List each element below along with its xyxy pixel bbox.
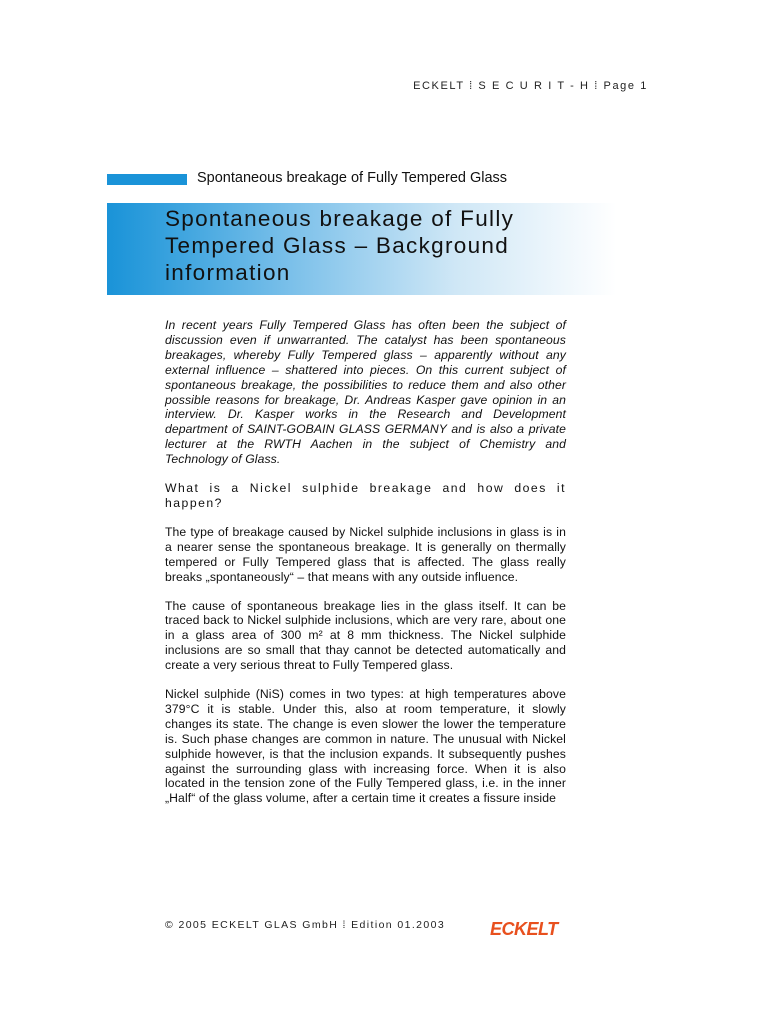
section-title: Spontaneous breakage of Fully Tempered Glass — [197, 170, 508, 186]
section-accent-bar — [107, 174, 187, 185]
intro-paragraph: In recent years Fully Tempered Glass has often been the subject of discussion even if unwarranted. The catalyst has been spontaneous breakages, whereby Fully Tempered glass – apparently without any external influence – shattered into pieces. On this current subject of spontaneous breakage, the possibilities to reduce them and also other possible reasons for breakage, Dr. Andreas Kasper gave opinion in an interview. Dr. Kasper works in the Research and Development department of SAINT-GOBAIN GLASS GERMANY and is also a private lecturer at the RWTH Aachen in the subject of Chemistry and Technology of Glass. — [165, 318, 566, 467]
page-title-line-1: Spontaneous breakage of Fully — [165, 206, 515, 231]
page-title-line-3: information — [165, 260, 291, 285]
eckelt-logo-text: ECKELT — [490, 919, 558, 938]
question-heading: What is a Nickel sulphide breakage and how does it happen? — [165, 481, 566, 510]
page-title — [165, 205, 585, 286]
page-title-line-2: Tempered Glass – Background — [165, 233, 510, 258]
footer-copyright: © 2005 ECKELT GLAS GmbH ⁞ Edition 01.2003 — [165, 919, 446, 931]
article-body — [165, 318, 566, 820]
body-paragraph-3: Nickel sulphide (NiS) comes in two types: at high temperatures above 379°C it is stable. Under this, also at room temperature, it slowly changes its state. The change is even slower the lower the temperature is. Such phase changes are common in nature. The unusual with Nickel sulphide however, is that the inclusion expands. It subsequently pushes against the surrounding glass with increasing force. When it is also located in the tension zone of the Fully Tempered glass, i.e. in the inner „Half“ of the glass volume, after a certain time it creates a fissure inside — [165, 687, 566, 806]
body-paragraph-2: The cause of spontaneous breakage lies in the glass itself. It can be traced back to Nickel sulphide inclusions, which are very rare, about one in a glass area of 300 m² at 8 mm thickness. The Nickel sulphide inclusions are so small that thay cannot be detected automatically and create a very serious threat to Fully Tempered glass. — [165, 598, 566, 673]
running-header: ECKELT ⁞ S E C U R I T - H ⁞ Page 1 — [413, 80, 648, 92]
body-paragraph-1: The type of breakage caused by Nickel sulphide inclusions in glass is in a nearer sense the spontaneous breakage. It is generally on thermally tempered or Fully Tempered glass that is affected. The glass really breaks „spontaneously“ – that means with any outside influence. — [165, 524, 566, 584]
eckelt-logo — [489, 918, 567, 938]
